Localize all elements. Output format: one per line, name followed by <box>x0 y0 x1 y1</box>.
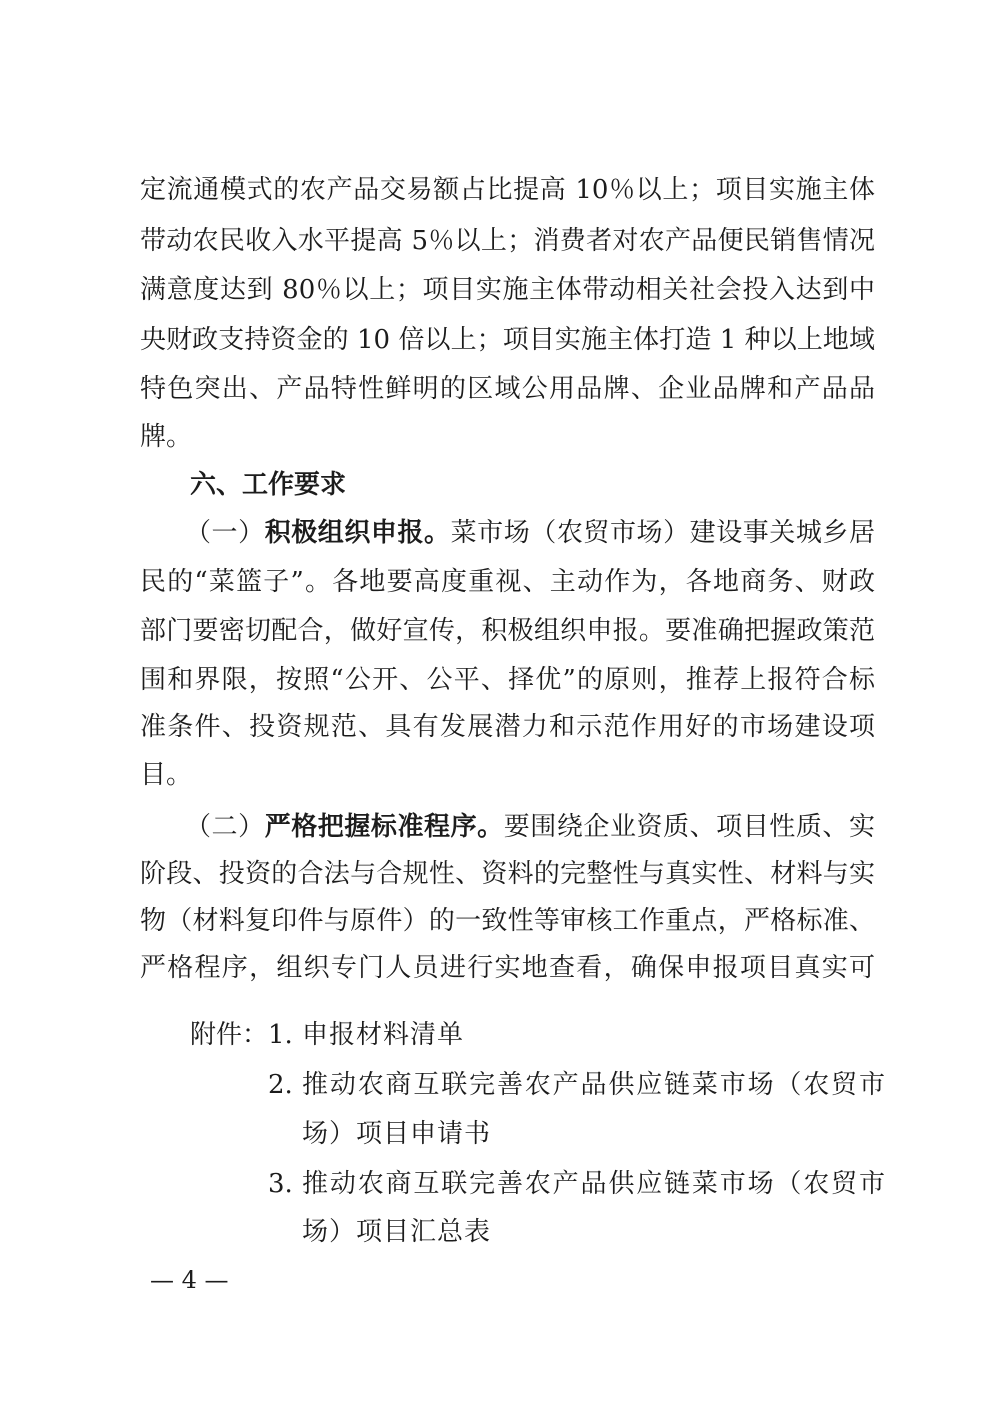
item-1-line-3: 部门要密切配合，做好宣传，积极组织申报。要准确把握政策范 <box>140 616 875 646</box>
attachment-3-title-line-1: 推动农商互联完善农产品供应链菜市场（农贸市 <box>302 1169 885 1199</box>
item-2-first-line-text: 要围绕企业资质、项目性质、实 <box>503 812 875 842</box>
page-number: — 4 — <box>150 1266 229 1294</box>
item-2-line-3: 物（材料复印件与原件）的一致性等审核工作重点，严格标准、 <box>140 906 875 936</box>
attachment-2-title-line-1: 推动农商互联完善农产品供应链菜市场（农贸市 <box>302 1070 885 1100</box>
item-1-line-4: 围和界限，按照“公开、公平、择优”的原则，推荐上报符合标 <box>140 665 875 695</box>
attachment-2-number: 2. <box>268 1070 293 1100</box>
item-1-first-line <box>185 516 875 550</box>
item-1-line-5: 准条件、投资规范、具有发展潜力和示范作用好的市场建设项 <box>140 712 875 742</box>
intro-line-5: 特色突出、产品特性鲜明的区域公用品牌、企业品牌和产品品 <box>140 374 875 404</box>
intro-line-1: 定流通模式的农产品交易额占比提高 10％以上；项目实施主体 <box>140 175 875 205</box>
intro-line-4: 央财政支持资金的 10 倍以上；项目实施主体打造 1 种以上地域 <box>140 325 875 355</box>
intro-line-2: 带动农民收入水平提高 5％以上；消费者对农产品便民销售情况 <box>140 226 875 256</box>
attachments-label: 附件： <box>190 1020 269 1050</box>
intro-line-3: 满意度达到 80％以上；项目实施主体带动相关社会投入达到中 <box>140 275 875 305</box>
attachment-3-number: 3. <box>268 1169 293 1199</box>
item-1-line-2: 民的“菜篮子”。各地要高度重视、主动作为，各地商务、财政 <box>140 567 875 597</box>
item-2-number: （二） <box>185 812 265 842</box>
item-1-number: （一） <box>185 518 265 548</box>
item-2-line-4: 严格程序，组织专门人员进行实地查看，确保申报项目真实可 <box>140 953 875 983</box>
item-1-line-6: 目。 <box>140 760 193 790</box>
item-1-title: 积极组织申报。 <box>264 518 451 548</box>
attachment-1-title: 申报材料清单 <box>302 1020 465 1050</box>
attachment-2-title-line-2: 场）项目申请书 <box>302 1119 492 1149</box>
item-2-first-line <box>185 810 875 844</box>
item-2-title: 严格把握标准程序。 <box>264 812 504 842</box>
item-1-first-line-text: 菜市场（农贸市场）建设事关城乡居 <box>450 518 875 548</box>
intro-line-6: 牌。 <box>140 422 193 452</box>
item-2-line-2: 阶段、投资的合法与合规性、资料的完整性与真实性、材料与实 <box>140 859 875 889</box>
section-heading: 六、工作要求 <box>190 470 347 500</box>
attachment-3-title-line-2: 场）项目汇总表 <box>302 1217 492 1247</box>
attachment-1-number: 1. <box>268 1020 293 1050</box>
